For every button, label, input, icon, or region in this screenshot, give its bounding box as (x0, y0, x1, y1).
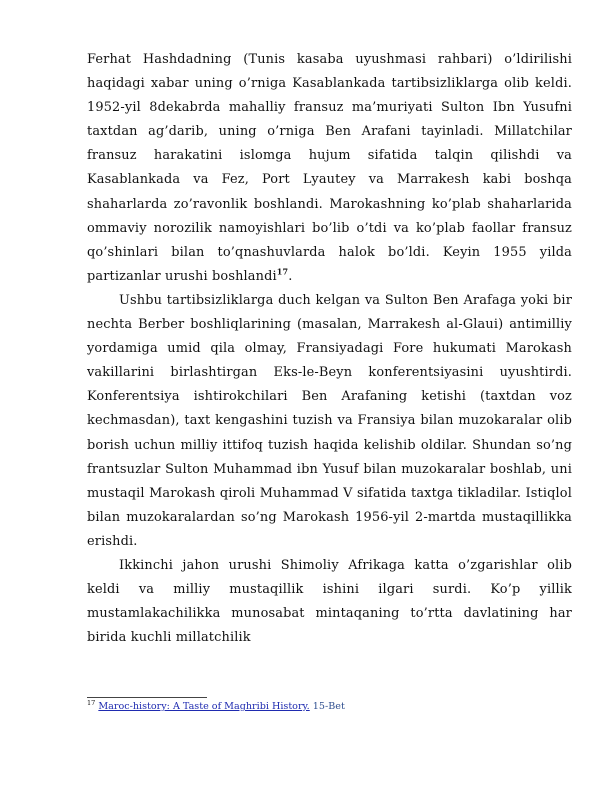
footnote (87, 698, 345, 713)
paragraph-2: Ushbu tartibsizliklarga duch kelgan va Sulton Ben Arafaga yoki bir nechta Berber boshliqlarining (masalan, Marrakesh al-Glaui) antimilliy yordamiga umid qila olmay, Fransiyadagi Fore hukumati Marokash vakillarini birlashtirgan Eks-le-Beyn konferentsiyasini uyushtirdi. Konferentsiya ishtirokchilari Ben Arafaning ketishi (taxtdan voz kechmasdan), taxt kengashini tuzish va Fransiya bilan muzokaralar olib borish uchun milliy ittifoq tuzish haqida kelishib oldilar. Shundan so’ng frantsuzlar Sulton Muhammad ibn Yusuf bilan muzokaralar boshlab, uni mustaqil Marokash qiroli Muhammad V sifatida taxtga tikladilar. Istiqlol bilan muzokaralardan so’ng Marokash 1956-yil 2-martda mustaqillikka erishdi. (87, 292, 572, 549)
footnote-source-link[interactable]: Maroc-history: A Taste of Maghribi History. (98, 701, 310, 712)
footnote-number: 17 (87, 698, 96, 707)
paragraph-1-text: Ferhat Hashdadning (Tunis kasaba uyushmasi rahbari) o’ldirilishi haqidagi xabar uning o’rniga Kasablankada tartibsizliklarga olib keldi. 1952-yil 8dekabrda mahalliy fransuz ma’muriyati Sulton Ibn Yusufni taxtdan ag’darib, uning o’rniga Ben Arafani tayinladi. Millatchilar fransuz harakatini islomga hujum sifatida talqin qilishdi va Kasablankada va Fez, Port Lyautey va Marrakesh kabi boshqa shaharlarda zo’ravonlik boshlandi. Marokashning ko’plab shaharlarida ommaviy norozilik namoyishlari bo’lib o’tdi va ko’plab faollar fransuz qo’shinlari bilan to’qnashuvlarda halok bo’ldi. Keyin 1955 yilda partizanlar urushi boshlandi (87, 52, 572, 284)
footnote-reference[interactable]: 17 (276, 266, 289, 277)
body-text (87, 48, 572, 650)
paragraph-1-end: . (288, 268, 293, 284)
footnote-divider (87, 697, 207, 698)
paragraph-1 (87, 48, 572, 289)
footnote-pages: 15-Bet (309, 701, 345, 712)
paragraph-3: Ikkinchi jahon urushi Shimoliy Afrikaga katta o’zgarishlar olib keldi va milliy mustaqillik ishini ilgari surdi. Ko’p yillik mustamlakachilikka munosabat mintaqaning to’rtta davlatining har birida kuchli millatchilik (87, 557, 572, 646)
